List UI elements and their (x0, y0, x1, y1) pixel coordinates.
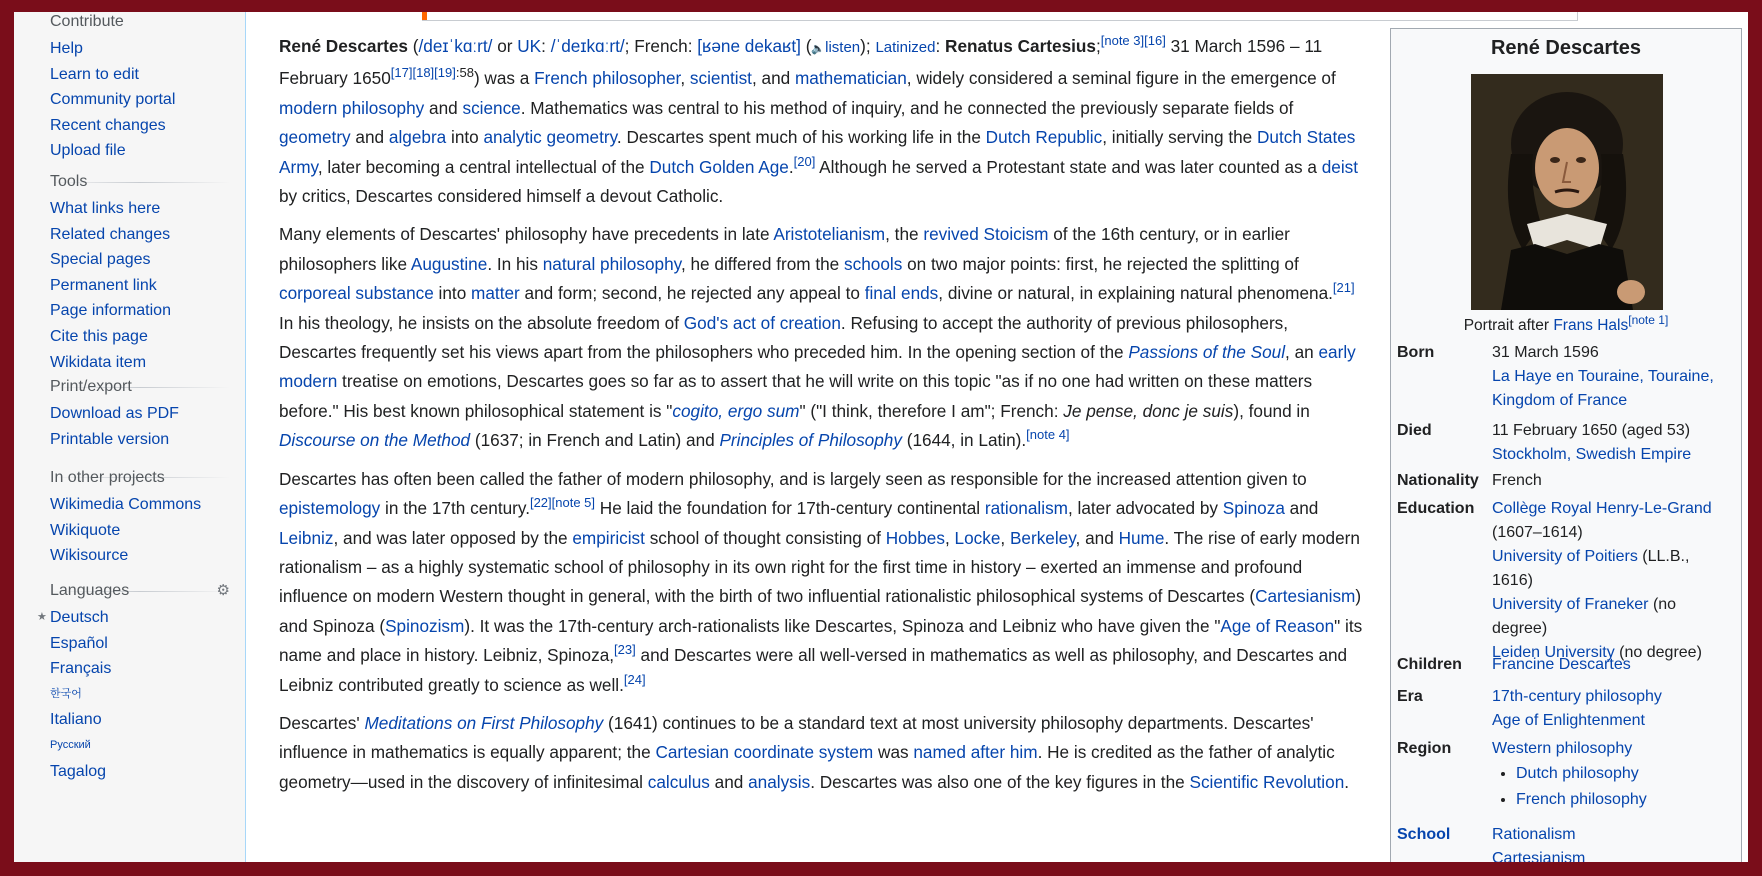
portrait-image[interactable] (1471, 74, 1663, 310)
portlet-contribute (50, 12, 230, 164)
born-date: 31 March 1596 (1492, 344, 1599, 361)
portlet-other-projects (50, 468, 230, 569)
footnote-link[interactable]: [note 3] (1100, 33, 1145, 48)
sidebar-link-related-changes[interactable]: Related changes (50, 225, 171, 243)
sidebar-link-community-portal[interactable]: Community portal (50, 91, 176, 109)
education-link[interactable]: University of Poitiers (1492, 548, 1638, 565)
infobox-label: Era (1397, 688, 1423, 705)
article-link[interactable]: Hobbes (885, 527, 945, 548)
sidebar (14, 12, 244, 862)
article-link[interactable]: empiricist (572, 527, 645, 548)
region-link[interactable]: Western philosophy (1492, 740, 1633, 757)
language-link-espanol[interactable]: Español (50, 634, 108, 652)
infobox-label: Children (1397, 656, 1462, 673)
featured-star-icon: ★ (37, 611, 47, 623)
notice-box-accent (422, 12, 427, 20)
footnote-link[interactable]: [23] (614, 642, 636, 658)
article-link[interactable]: French philosopher (534, 68, 681, 89)
footnote-link[interactable]: [17][18][19] (390, 65, 456, 81)
sidebar-link-cite-this-page[interactable]: Cite this page (50, 327, 148, 345)
article-link[interactable]: Cartesian coordinate system (655, 742, 874, 763)
sidebar-link-wikisource[interactable]: Wikisource (50, 547, 129, 565)
portrait-caption: Portrait after Frans Hals[note 1] (1463, 313, 1669, 334)
infobox-title: René Descartes (1490, 37, 1642, 59)
portlet-languages (37, 581, 230, 784)
article-link[interactable]: science (462, 97, 521, 118)
paragraph: Descartes has often been called the father of modern philosophy, and is largely seen as responsible for the increased attention given to epistemology in the 17th century.[22][note 5] He laid the foundation for 17th-century continental rationalism, later advocated by Spinoza and Leibniz, and was later opposed by the empiricist school of thought consisting of Hobbes, Locke, Berkeley, and Hume. The rise of early modern rationalism – as a highly systematic school of philosophy in its own right for the first time in history – exerted an immense and profound influence on modern Western thought in general, with the birth of two influential rationalistic philosophical systems of Descartes (Cartesianism) and Spinoza (Spinozism). It was the 17th-century arch-rationalists like Descartes, Spinoza and Leibniz who have given the "Age of Reason" its name and place in history. Leibniz, Spinoza,[23] and Descartes were all well-versed in mathematics as well as philosophy, and Descartes and Leibniz contributed greatly to science as well.[24] (279, 468, 1363, 695)
paragraph-lead: René Descartes (/deɪˈkɑːrt/ or UK: /ˈdeɪkɑːrt/; French: [ʁəne dekaʁt] (🔈listen); Latinized: Renatus Cartesius;[note 3][16] 31 March 1596 – 11 February 1650$^{[17][18][19]:58}$) was a French philosopher, scientist, and mathematician, widely considered a seminal figure in the emergence of modern philosophy and science. Mathematics was central to his method of inquiry, and he connected the previously separate fields of geometry and algebra into analytic geometry. Descartes spent much of his working life in the Dutch Republic, initially serving the Dutch States Army, later becoming a central intellectual of the Dutch Golden Age.[20] Although he served a Protestant state and was later counted as a deist by critics, Descartes considered himself a devout Catholic. (279, 33, 1359, 207)
subject-name: René Descartes (279, 36, 408, 56)
article-link[interactable]: rationalism (984, 498, 1068, 519)
infobox-label: Education (1397, 500, 1475, 517)
article-link[interactable]: Hume (1118, 527, 1165, 548)
footnote-link[interactable]: [22] (529, 495, 552, 511)
sidebar-link-page-information[interactable]: Page information (50, 302, 171, 320)
portlet-print-export (50, 377, 230, 452)
language-link-russian[interactable]: Русский (50, 738, 91, 751)
latinized-link[interactable]: Latinized (875, 39, 936, 56)
education-link[interactable]: Leiden University (1492, 644, 1615, 661)
portlet-heading: Print/export (50, 378, 132, 395)
infobox: René Descartes Portrait after Frans Hals[note 1] Born 31 March 1596 La Haye en Touraine, Touraine, Kingdom of France Died 11 February 1650 (aged 53) Stockholm, Swedish Empire Nationality French Education Collège Royal Henry-Le-Grand (1607–1614) University of Poitiers (LL.B., 1616) University of Franeker (no degree) Leiden University (no degree) Children Francine Descartes Era 17th-century philosophy Age of Enlightenment Region Western philosophy • Dutch philosophy • French philosophy School Rationalism Cartesianism (1390, 28, 1742, 862)
article-link[interactable]: God's act of creation (683, 312, 841, 333)
education-link[interactable]: University of Franeker (1492, 596, 1649, 613)
article-link[interactable]: analysis (748, 771, 811, 792)
content-area (245, 12, 1748, 862)
notice-box (422, 12, 1578, 21)
sidebar-link-wikidata-item[interactable]: Wikidata item (50, 353, 147, 371)
article-link[interactable]: natural philosophy (542, 253, 681, 274)
footnote-link[interactable]: [note 4] (1026, 427, 1070, 443)
language-link-tagalog[interactable]: Tagalog (50, 762, 107, 780)
sidebar-link-printable-version[interactable]: Printable version (50, 430, 170, 448)
sidebar-link-what-links-here[interactable]: What links here (50, 200, 161, 217)
school-link[interactable]: Cartesianism (1492, 850, 1586, 862)
article-link[interactable]: Leibniz (279, 527, 334, 548)
article-link[interactable]: named after him (913, 742, 1038, 763)
footnote-link[interactable]: [20] (793, 153, 816, 169)
article-link[interactable]: mathematician (794, 68, 907, 89)
infobox-label: Region (1397, 740, 1452, 757)
infobox-label: Nationality (1397, 472, 1479, 489)
article-link[interactable]: Dutch Golden Age (649, 156, 789, 177)
school-link[interactable]: Rationalism (1492, 826, 1576, 843)
died-date: 11 February 1650 (aged 53) (1492, 422, 1691, 439)
sidebar-link-recent-changes[interactable]: Recent changes (50, 116, 166, 134)
ipa-link[interactable]: /deɪˈkɑːrt/ (418, 36, 493, 56)
article-link[interactable]: Discourse on the Method (279, 430, 471, 451)
article-link[interactable]: Age of Reason (1220, 615, 1335, 636)
article-link[interactable]: Augustine (410, 253, 488, 274)
infobox-label: Died (1397, 422, 1432, 439)
article-link[interactable]: Passions of the Soul (1128, 342, 1286, 363)
article-link[interactable]: modern philosophy (279, 97, 425, 118)
ipa-link[interactable]: [ʁəne dekaʁt] (697, 36, 801, 56)
uk-link[interactable]: UK (517, 36, 542, 56)
frans-hals-link[interactable]: Frans Hals (1553, 317, 1629, 334)
article-link[interactable]: analytic geometry (483, 127, 617, 148)
language-link-francais[interactable]: Français (50, 660, 112, 678)
speaker-icon[interactable]: 🔈 (811, 43, 826, 55)
article-link[interactable]: matter (471, 283, 520, 304)
footnote-link[interactable]: [21] (1332, 280, 1355, 296)
article-link[interactable]: Spinoza (1222, 498, 1285, 519)
sidebar-link-special-pages[interactable]: Special pages (50, 251, 151, 269)
region-sub-link[interactable]: Dutch philosophy (1516, 765, 1639, 782)
era-link[interactable]: Age of Enlightenment (1492, 712, 1645, 729)
article-link[interactable]: epistemology (279, 498, 381, 519)
listen-link[interactable]: listen (825, 39, 861, 56)
article-link[interactable]: Aristotelianism (773, 224, 886, 245)
paragraph: Descartes' Meditations on First Philosophy (1641) continues to be a standard text at most university philosophy departments. Descartes' influence in mathematics is equally apparent; the Cartesian coordinate system was named after him. He is credited as the father of analytic geometry—used in the discovery of infinitesimal calculus and analysis. Descartes was also one of the key figures in the Scientific Revolution. (279, 712, 1350, 792)
article-link[interactable]: Cartesianism (1255, 586, 1356, 607)
article-link[interactable]: Dutch States Army (279, 127, 1356, 177)
sidebar-link-wikiquote[interactable]: Wikiquote (50, 521, 121, 539)
article-link[interactable]: Spinozism (385, 615, 465, 636)
article-link[interactable]: calculus (647, 771, 710, 792)
portlet-heading: Languages (50, 582, 130, 599)
language-link-korean[interactable]: 한국어 (50, 687, 82, 700)
portlet-heading: Contribute (50, 13, 124, 30)
article-link[interactable]: revived Stoicism (923, 224, 1049, 245)
gear-icon[interactable]: ⚙ (216, 582, 230, 599)
paragraph: Many elements of Descartes' philosophy have precedents in late Aristotelianism, the revived Stoicism of the 16th century, or in earlier philosophers like Augustine. In his natural philosophy, he differed from the schools on two major points: first, he rejected the splitting of corporeal substance into matter and form; second, he rejected any appeal to final ends, divine or natural, in explaining natural phenomena.[21] In his theology, he insists on the absolute freedom of God's act of creation. Refusing to accept the authority of previous philosophers, Descartes frequently set his views apart from the philosophers who preceded him. In the opening section of the Passions of the Soul, an early modern treatise on emotions, Descartes goes so far as to assert that he will write on this topic "as if no one had written on these matters before." His best known philosophical statement is "cogito, ergo sum" ("I think, therefore I am"; French: Je pense, donc je suis), found in Discourse on the Method (1637; in French and Latin) and Principles of Philosophy (1644, in Latin).[note 4] (279, 224, 1356, 451)
article-link[interactable]: Principles of Philosophy (719, 430, 902, 451)
born-place-link[interactable]: La Haye en Touraine, Touraine, Kingdom of France (1492, 368, 1714, 409)
ipa-link[interactable]: /ˈdeɪkɑːrt/ (550, 36, 625, 56)
footnote-link[interactable]: [note 5] (551, 495, 596, 511)
article-link[interactable]: scientist (689, 68, 752, 89)
browser-window (14, 12, 1748, 862)
children-link[interactable]: Francine Descartes (1492, 656, 1631, 673)
portlet-heading: In other projects (50, 469, 165, 486)
article-link[interactable]: deist (1321, 156, 1359, 177)
sidebar-link-permanent-link[interactable]: Permanent link (50, 276, 157, 294)
article-link[interactable]: schools (844, 253, 903, 274)
article-link[interactable]: Meditations on First Philosophy (364, 712, 604, 733)
article-body (279, 32, 1364, 806)
article-link[interactable]: Scientific Revolution (1189, 771, 1345, 792)
article-link[interactable]: early modern (279, 342, 1356, 392)
footnote-link[interactable]: [note 1] (1628, 313, 1669, 327)
article-link[interactable]: algebra (388, 127, 447, 148)
language-link-italiano[interactable]: Italiano (50, 711, 102, 729)
article-link[interactable]: geometry (279, 127, 351, 148)
nationality-value: French (1492, 472, 1542, 489)
portlet-tools (50, 172, 230, 375)
article-link[interactable]: final ends (864, 283, 939, 304)
article-link[interactable]: Locke (954, 527, 1001, 548)
sidebar-link-learn-to-edit[interactable]: Learn to edit (50, 65, 139, 83)
footnote-link[interactable]: [24] (623, 671, 646, 687)
died-place-link[interactable]: Stockholm, Swedish Empire (1492, 446, 1692, 463)
article-link[interactable]: Berkeley (1009, 527, 1076, 548)
latin-name: Renatus Cartesius (945, 36, 1096, 56)
region-sub-link[interactable]: French philosophy (1516, 791, 1647, 808)
article-link[interactable]: cogito, ergo sum (672, 400, 800, 421)
sidebar-link-upload-file[interactable]: Upload file (50, 142, 126, 160)
footnote-link[interactable]: [16] (1144, 33, 1166, 48)
article-link[interactable]: Dutch Republic (985, 127, 1103, 148)
sidebar-link-download-pdf[interactable]: Download as PDF (50, 405, 179, 422)
sidebar-link-help[interactable]: Help (50, 40, 83, 57)
portlet-heading: Tools (50, 173, 88, 190)
era-link[interactable]: 17th-century philosophy (1492, 688, 1662, 705)
article-link[interactable]: corporeal substance (279, 283, 434, 304)
sidebar-link-wikimedia-commons[interactable]: Wikimedia Commons (50, 496, 202, 513)
language-link-deutsch[interactable]: Deutsch (50, 609, 109, 626)
education-link[interactable]: Collège Royal Henry-Le-Grand (1492, 500, 1712, 517)
infobox-label: Born (1397, 344, 1435, 361)
school-label-link[interactable]: School (1397, 826, 1451, 843)
